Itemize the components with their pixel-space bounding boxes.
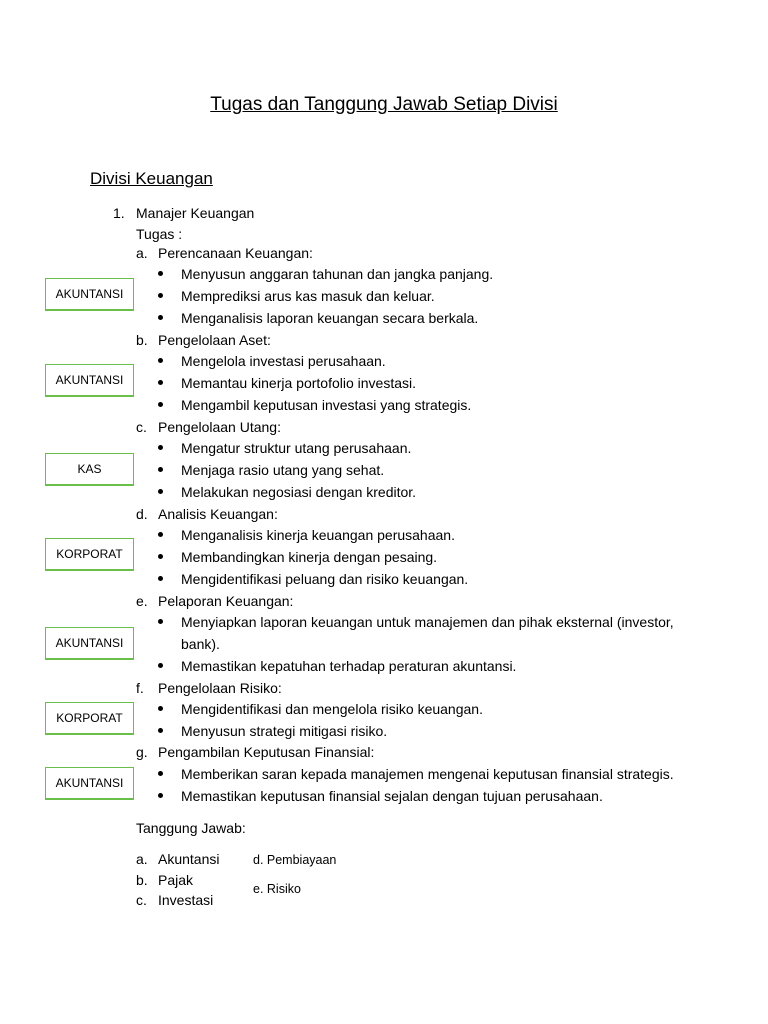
bullet-marker xyxy=(158,380,163,385)
task-bullet: Memberikan saran kepada manajemen mengenai keputusan finansial strategis. xyxy=(181,766,674,782)
division-tag: KAS xyxy=(45,453,134,486)
task-bullet: Mengelola investasi perusahaan. xyxy=(181,353,386,369)
task-bullet-continuation: bank). xyxy=(181,636,220,652)
task-heading: Perencanaan Keuangan: xyxy=(158,245,313,261)
task-bullet: Mengatur struktur utang perusahaan. xyxy=(181,440,412,456)
task-letter: c. xyxy=(136,419,147,435)
task-bullet: Menganalisis laporan keuangan secara berkala. xyxy=(181,310,479,326)
bullet-marker xyxy=(158,532,163,537)
bullet-marker xyxy=(158,445,163,450)
bullet-marker xyxy=(158,293,163,298)
task-bullet: Mengambil keputusan investasi yang strategis. xyxy=(181,397,472,413)
responsibility-letter: b. xyxy=(136,872,148,888)
task-bullet: Memantau kinerja portofolio investasi. xyxy=(181,375,417,391)
responsibility-item: Pajak xyxy=(158,872,194,888)
task-letter: a. xyxy=(136,245,148,261)
task-heading: Pengambilan Keputusan Finansial: xyxy=(158,744,375,760)
task-bullet: Mengidentifikasi dan mengelola risiko keuangan. xyxy=(181,701,483,717)
role-name: Manajer Keuangan xyxy=(136,205,255,221)
responsibility-letter: a. xyxy=(136,851,148,867)
section-heading: Divisi Keuangan xyxy=(90,169,213,188)
responsibility-item: d. Pembiayaan xyxy=(253,853,337,867)
task-bullet: Menganalisis kinerja keuangan perusahaan. xyxy=(181,527,455,543)
task-bullet: Melakukan negosiasi dengan kreditor. xyxy=(181,484,417,500)
task-bullet: Mengidentifikasi peluang dan risiko keuangan. xyxy=(181,571,469,587)
responsibility-letter: c. xyxy=(136,892,147,908)
bullet-marker xyxy=(158,315,163,320)
responsibility-label: Tanggung Jawab: xyxy=(136,820,246,836)
task-heading: Pengelolaan Utang: xyxy=(158,419,281,435)
task-bullet: Menyusun strategi mitigasi risiko. xyxy=(181,723,388,739)
division-tag: AKUNTANSI xyxy=(45,767,134,800)
task-bullet: Menyiapkan laporan keuangan untuk manajemen dan pihak eksternal (investor, xyxy=(181,614,674,630)
task-bullet: Memastikan kepatuhan terhadap peraturan akuntansi. xyxy=(181,658,517,674)
bullet-marker xyxy=(158,619,163,624)
bullet-marker xyxy=(158,706,163,711)
bullet-marker xyxy=(158,489,163,494)
task-letter: d. xyxy=(136,506,148,522)
page-title: Tugas dan Tanggung Jawab Setiap Divisi xyxy=(210,94,558,115)
task-bullet: Menyusun anggaran tahunan dan jangka panjang. xyxy=(181,266,494,282)
bullet-marker xyxy=(158,271,163,276)
task-bullet: Memastikan keputusan finansial sejalan dengan tujuan perusahaan. xyxy=(181,788,603,804)
role-number: 1. xyxy=(113,205,125,221)
bullet-marker xyxy=(158,467,163,472)
bullet-marker xyxy=(158,771,163,776)
task-bullet: Memprediksi arus kas masuk dan keluar. xyxy=(181,288,435,304)
task-heading: Pelaporan Keuangan: xyxy=(158,593,294,609)
division-tag: AKUNTANSI xyxy=(45,364,134,397)
task-bullet: Menjaga rasio utang yang sehat. xyxy=(181,462,385,478)
task-heading: Pengelolaan Risiko: xyxy=(158,680,282,696)
tugas-label: Tugas : xyxy=(136,226,183,242)
division-tag: KORPORAT xyxy=(45,538,134,571)
task-letter: f. xyxy=(136,680,144,696)
division-tag: AKUNTANSI xyxy=(45,627,134,660)
task-letter: g. xyxy=(136,744,148,760)
bullet-marker xyxy=(158,358,163,363)
responsibility-item: Akuntansi xyxy=(158,851,220,867)
bullet-marker xyxy=(158,663,163,668)
task-bullet: Membandingkan kinerja dengan pesaing. xyxy=(181,549,438,565)
task-heading: Analisis Keuangan: xyxy=(158,506,278,522)
division-tag: AKUNTANSI xyxy=(45,278,134,311)
bullet-marker xyxy=(158,728,163,733)
bullet-marker xyxy=(158,402,163,407)
task-heading: Pengelolaan Aset: xyxy=(158,332,271,348)
task-letter: b. xyxy=(136,332,148,348)
bullet-marker xyxy=(158,576,163,581)
task-letter: e. xyxy=(136,593,148,609)
bullet-marker xyxy=(158,793,163,798)
division-tag: KORPORAT xyxy=(45,702,134,735)
bullet-marker xyxy=(158,554,163,559)
responsibility-item: Investasi xyxy=(158,892,214,908)
responsibility-item: e. Risiko xyxy=(253,882,301,896)
